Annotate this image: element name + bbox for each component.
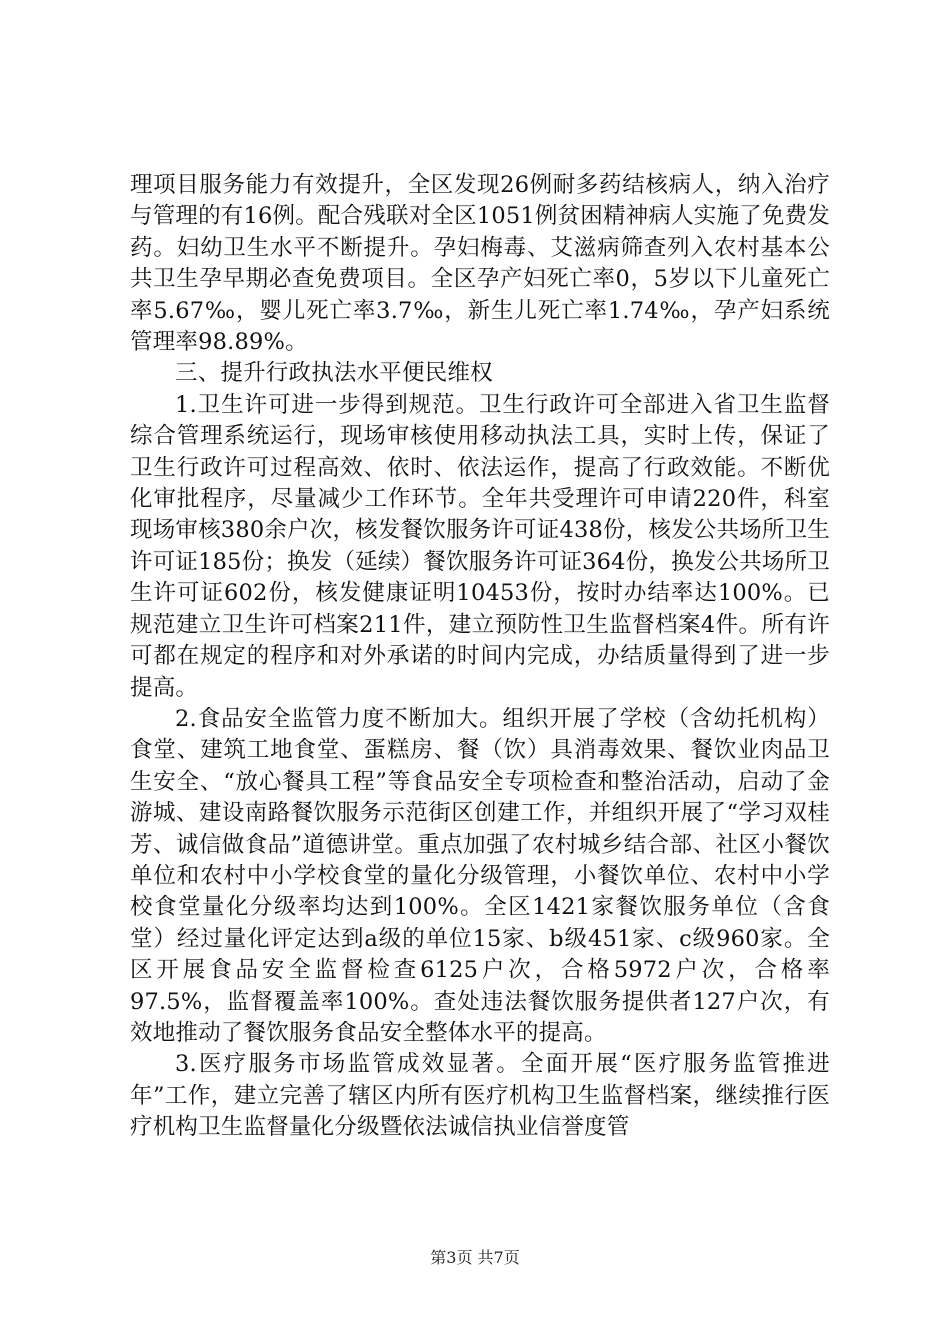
page-footer: 第3页 共7页	[430, 1248, 520, 1267]
paragraph-medical-services: 3.医疗服务市场监管成效显著。全面开展“医疗服务监管推进年”工作，建立完善了辖区内所有医疗机构卫生监督档案，继续推行医疗机构卫生监督量化分级暨依法诚信执业信誉度管	[130, 1051, 830, 1141]
paragraph-food-safety: 2.食品安全监管力度不断加大。组织开展了学校（含幼托机构）食堂、建筑工地食堂、蛋糕房、餐（饮）具消毒效果、餐饮业肉品卫生安全、“放心餐具工程”等食品安全专项检查和整治活动，启动了金游城、建设南路餐饮服务示范街区创建工作，并组织开展了“学习双桂芳、诚信做食品”道德讲堂。重点加强了农村城乡结合部、社区小餐饮单位和农村中小学校食堂的量化分级管理，小餐饮单位、农村中小学校食堂量化分级率均达到100%。全区1421家餐饮服务单位（含食堂）经过量化评定达到a级的单位15家、b级451家、c级960家。全区开展食品安全监督检查6125户次，合格5972户次，合格率97.5%，监督覆盖率100%。查处违法餐饮服务提供者127户次，有效地推动了餐饮服务食品安全整体水平的提高。	[130, 705, 830, 1046]
section-heading: 三、提升行政执法水平便民维权	[175, 360, 493, 387]
paragraph-health-license: 1.卫生许可进一步得到规范。卫生行政许可全部进入省卫生监督综合管理系统运行，现场审核使用移动执法工具，实时上传，保证了卫生行政许可过程高效、依时、依法运作，提高了行政效能。不断优化审批程序，尽量减少工作环节。全年共受理许可申请220件，科室现场审核380余户次，核发餐饮服务许可证438份，核发公共场所卫生许可证185份；换发（延续）餐饮服务许可证364份，换发公共场所卫生许可证602份，核发健康证明10453份，按时办结率达100%。已规范建立卫生许可档案211件，建立预防性卫生监督档案4件。所有许可都在规定的程序和对外承诺的时间内完成，办结质量得到了进一步提高。	[130, 391, 830, 701]
paragraph-continuation: 理项目服务能力有效提升，全区发现26例耐多药结核病人，纳入治疗与管理的有16例。配合残联对全区1051例贫困精神病人实施了免费发药。妇幼卫生水平不断提升。孕妇梅毒、艾滋病筛查列入农村基本公共卫生孕早期必查免费项目。全区孕产妇死亡率0，5岁以下儿童死亡率5.67‰，婴儿死亡率3.7‰，新生儿死亡率1.74‰，孕产妇系统管理率98.89%。	[130, 172, 830, 356]
body-text	[130, 170, 830, 1144]
